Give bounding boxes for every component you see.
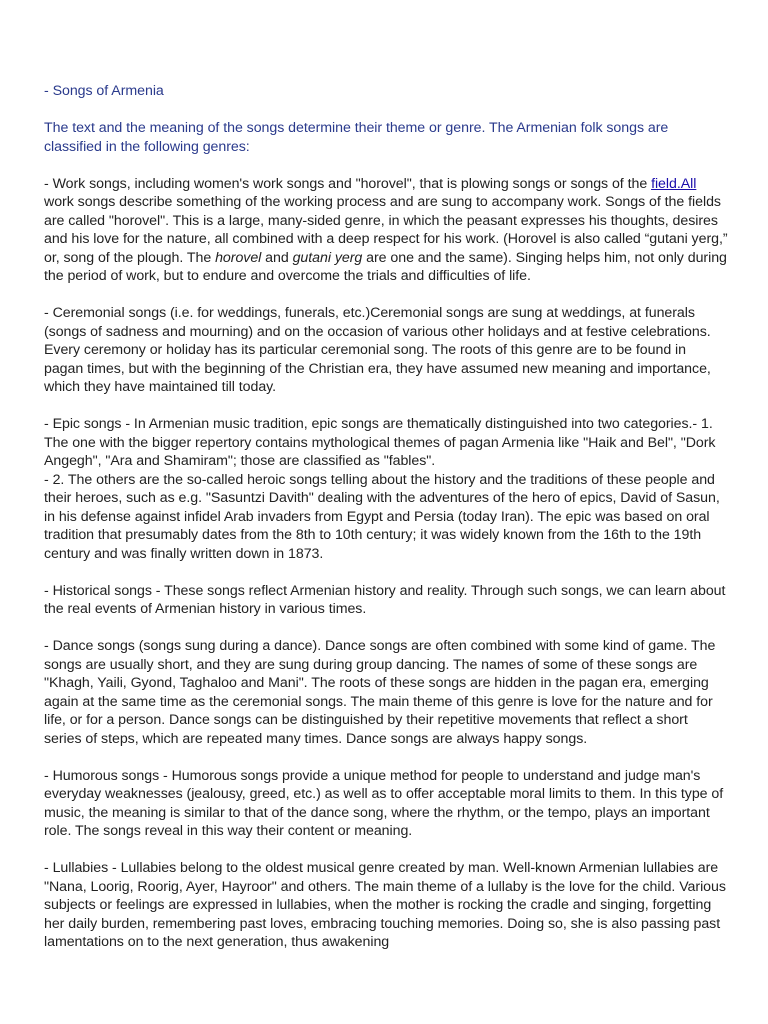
ceremonial-songs-paragraph: - Ceremonial songs (i.e. for weddings, funerals, etc.)Ceremonial songs are sung at weddings, at funerals (songs of sadness and mourning) and on the occasion of various other holidays and at festive celebrations. Every ceremony or holiday has its particular ceremonial song. The roots of this genre are to be found in pagan times, but with the beginning of the Christian era, they have assumed new meaning and importance, which they have maintained till today. [44, 305, 711, 395]
work-songs-and: and [261, 249, 293, 266]
historical-songs-paragraph: - Historical songs - These songs reflect Armenian history and reality. Through such songs, we can learn about the real events of Armenian history in various times. [44, 582, 726, 617]
work-songs-text-2: work songs describe something of the working process and are sung to accompany work. Songs of the fields are called "horovel". This is a large, many-sided genre, in which the peasant expresses his thoughts, desires and his love for the nature, all combined with a deep respect for his work. (Horovel is also called “gutani yerg,” or, song of the plough. The [44, 194, 728, 266]
epic-songs-paragraph-2: - 2. The others are the so-called heroic songs telling about the history and the traditions of these people and their heroes, such as e.g. "Sasuntzi Davith" dealing with the adventures of the hero of epics, David of Sasun, in his defense against infidel Arab invaders from Egypt and Persia (today Iran). The epic was based on oral tradition that presumably dates from the 8th to 10th century; it was widely known from the 16th to the 19th century and was finally written down in 1873. [44, 471, 720, 562]
work-songs-text-3: are one and the same). Singing helps him, not only during the period of work, but to endure and overcome the trials and difficulties of life. [44, 249, 727, 284]
field-link[interactable]: field.All [651, 175, 697, 192]
epic-songs-paragraph-1: - Epic songs - In Armenian music tradition, epic songs are thematically distinguished into two categories.- 1. The one with the bigger repertory contains mythological themes of pagan Armenia like "Haik and Bel", "Dork Angegh", "Ara and Shamiram"; those are classified as "fables". [44, 416, 716, 469]
work-songs-paragraph [44, 175, 728, 286]
dance-songs-paragraph: - Dance songs (songs sung during a dance). Dance songs are often combined with some kind of game. The songs are usually short, and they are sung during group dancing. The names of some of these songs are "Khagh, Yaili, Gyond, Taghaloo and Mani". The roots of these songs are hidden in the pagan era, emerging again at the same time as the ceremonial songs. The main theme of this genre is love for the nature and for life, or for a person. Dance songs can be distinguished by their repetitive movements that reflect a short series of steps, which are repeated many times. Dance songs are always happy songs. [44, 638, 716, 747]
humorous-songs-paragraph: - Humorous songs - Humorous songs provide a unique method for people to understand and judge man's everyday weaknesses (jealousy, greed, etc.) as well as to offer acceptable moral limits to them. In this type of music, the meaning is similar to that of the dance song, where the rhythm, or the tempo, plays an important role. The songs reveal in this way their content or meaning. [44, 767, 724, 839]
page-heading: - Songs of Armenia [44, 83, 164, 99]
horovel-emphasis: horovel [215, 249, 262, 266]
gutani-yerg-emphasis: gutani yerg [292, 249, 363, 266]
work-songs-text-1: - Work songs, including women's work songs and "horovel", that is plowing songs or songs of the [44, 175, 652, 192]
lullabies-paragraph: - Lullabies - Lullabies belong to the oldest musical genre created by man. Well-known Armenian lullabies are "Nana, Loorig, Roorig, Ayer, Hayroor" and others. The main theme of a lullaby is the love for the child. Various subjects or feelings are expressed in lullabies, when the mother is rocking the cradle and singing, forgetting her daily burden, remembering past loves, embracing touching memories. Doing so, she is also passing past lamentations on to the next generation, thus awakening [44, 860, 726, 950]
intro-paragraph: The text and the meaning of the songs determine their theme or genre. The Armenian folk songs are classified in the following genres: [44, 120, 669, 155]
